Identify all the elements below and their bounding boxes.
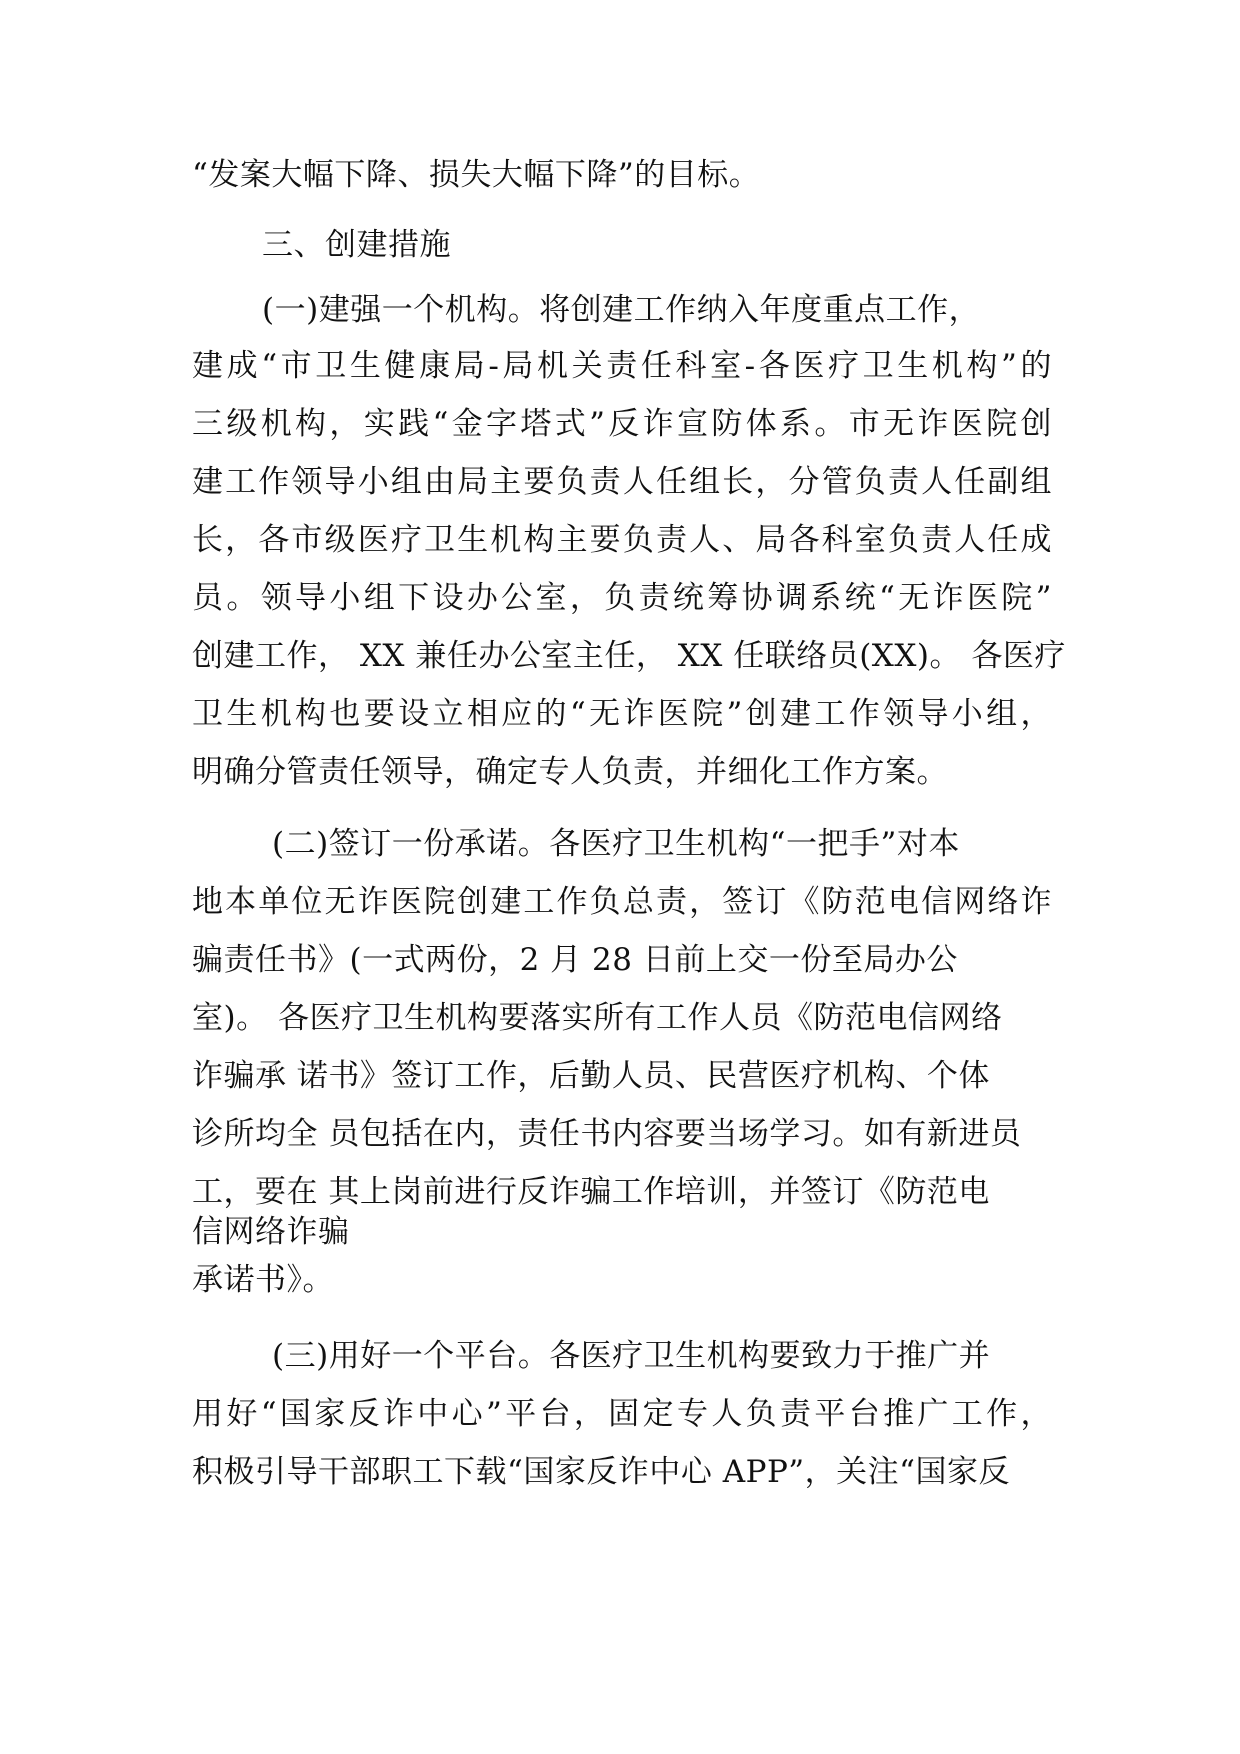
text-line: 员。领导小组下设办公室，负责统筹协调系统“无诈医院” bbox=[192, 580, 1052, 616]
text-line: 长，各市级医疗卫生机构主要负责人、局各科室负责人任成 bbox=[192, 522, 1052, 558]
paragraph-heading-2: (二)签订一份承诺。各医疗卫生机构“一把手”对本 bbox=[272, 826, 960, 862]
text-line: 地本单位无诈医院创建工作负总责，签订《防范电信网络诈 bbox=[192, 884, 1052, 920]
paragraph-heading-1: (一)建强一个机构。将创建工作纳入年度重点工作， bbox=[262, 292, 981, 328]
text-line: “发案大幅下降、损失大幅下降”的目标。 bbox=[192, 157, 761, 193]
paragraph-heading-3: (三)用好一个平台。各医疗卫生机构要致力于推广并 bbox=[272, 1338, 991, 1374]
text-line: 建工作领导小组由局主要负责人任组长，分管负责人任副组 bbox=[192, 464, 1052, 500]
text-line: 承诺书》。 bbox=[192, 1262, 334, 1298]
text-line: 工，要在 其上岗前进行反诈骗工作培训，并签订《防范电 bbox=[192, 1174, 990, 1210]
text-line: 骗责任书》(一式两份，2 月 28 日前上交一份至局办公 bbox=[192, 942, 958, 978]
text-line: 诊所均全 员包括在内，责任书内容要当场学习。如有新进员 bbox=[192, 1116, 1022, 1152]
text-line: 创建工作， XX 兼任办公室主任， XX 任联络员(XX)。 各医疗 bbox=[192, 638, 1066, 674]
text-line: 建成“市卫生健康局-局机关责任科室-各医疗卫生机构”的 bbox=[192, 348, 1052, 384]
text-line: 三级机构，实践“金字塔式”反诈宣防体系。市无诈医院创 bbox=[192, 406, 1052, 442]
text-line: 明确分管责任领导，确定专人负责，并细化工作方案。 bbox=[192, 754, 948, 790]
text-line: 用好“国家反诈中心”平台，固定专人负责平台推广工作， bbox=[192, 1396, 1052, 1432]
section-heading: 三、创建措施 bbox=[262, 227, 451, 263]
text-line: 卫生机构也要设立相应的“无诈医院”创建工作领导小组， bbox=[192, 696, 1052, 732]
text-line: 诈骗承 诺书》签订工作，后勤人员、民营医疗机构、个体 bbox=[192, 1058, 990, 1094]
text-line: 室)。 各医疗卫生机构要落实所有工作人员《防范电信网络 bbox=[192, 1000, 1003, 1036]
text-line: 积极引导干部职工下载“国家反诈中心 APP”，关注“国家反 bbox=[192, 1454, 1011, 1490]
text-line: 信网络诈骗 bbox=[192, 1214, 350, 1250]
